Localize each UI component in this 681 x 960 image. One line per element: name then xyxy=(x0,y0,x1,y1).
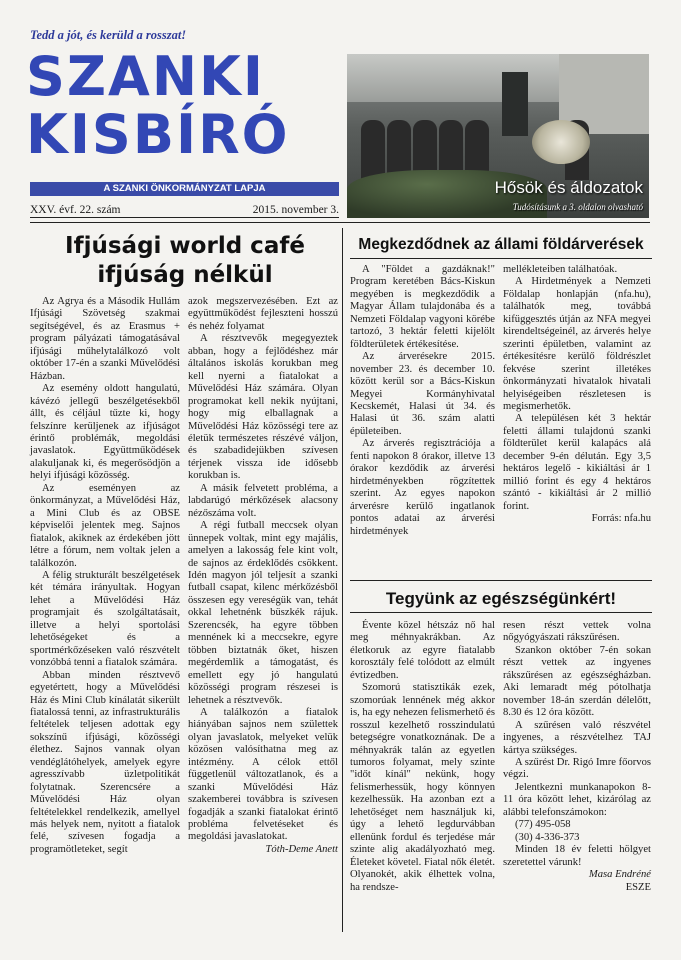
photo-wreath xyxy=(532,120,590,164)
photo-caption-note: Tudósításunk a 3. oldalon olvasható xyxy=(512,202,643,212)
article3-author: Masa Endréné xyxy=(588,869,651,881)
article1-title-line1: Ifjúsági world café xyxy=(65,233,305,259)
article2-title: Megkezdődnek az állami földárverések xyxy=(358,236,644,253)
article1-title-line2: ifjúság nélkül xyxy=(97,262,273,288)
header-divider xyxy=(30,222,650,223)
paragraph: Szankon október 7-én sokan részt vettek az ingyenes rákszűrésen az egészségházban. Aki lemaradt még pótolhatja november 18-án szerdán délelőtt, 8.30 és 12 óra között. xyxy=(503,644,651,719)
paragraph: Az esemény oldott hangulatú, kávézó jellegű beszélgetésekből állt, és céljául tűzte ki, hogy felszínre kerüljenek az ifjúságot érintő problémák, megoldási javaslatok. Együttműködések alakuljanak ki, és megerősödjön a helyi ifjúsági közösség. xyxy=(30,383,180,482)
paragraph: A másik felvetett probléma, a labdarúgó mérkőzések alacsony nézőszáma volt. xyxy=(188,482,338,519)
paragraph: Az árverés regisztrációja a fenti napokon 8 órakor, illetve 13 órakor kezdődik az árverési hirdetményekben rögzítettek szerint. Az egyes napokon árverésre kerülő ingatlanok pontos adatai az árverési hirdetmények xyxy=(350,438,495,537)
photo-door xyxy=(502,72,528,136)
paragraph: A félig strukturált beszélgetések két témára irányultak. Hogyan lehet a Művelődési Ház programjait és szolgáltatásait, illetve a helyi sportolási lehetőségeket és a sportmérkőzéseken való részvételt vonzóbbá tenni a fiatalok számára. xyxy=(30,569,180,669)
paragraph: azok megszervezésében. Ezt az együttműködést fejleszteni hosszú és nehéz folyamat xyxy=(188,296,338,332)
paragraph: Szomorú statisztikák ezek, szomorúak lennének még akkor is, ha egy nehezen felismerhető és rosszul kezelhető rosszindulatú betegségre vonatkoznának. De a méhnyakrák talán az egyetlen tumoros folyamat, mely szinte "időt kínál" nekünk, hogy felismerhessük, hogy könnyen kezelhessük. Ha azonban ezt a lehetőséget nem használjuk ki, úgy a lehető legdurvábban ellenünk fordul és terjedése már szinte alig akadályozható meg. Életeket követel. Fiatal nők életét. Olyanokét, akik élhettek volna, ha rendsze- xyxy=(350,682,495,893)
paragraph: Az Agrya és a Második Hullám Ifjúsági Szövetség szakmai segítségével, és az Erasmus + program pályázati támogatásával ifjúsági műhelytalálkozó volt október 17-én a szanki Művelődési Házban. xyxy=(30,296,180,382)
article3-org: ESZE xyxy=(625,881,651,893)
article1-column2 xyxy=(188,296,338,856)
article3-column2 xyxy=(503,620,651,894)
article3-top-rule xyxy=(350,580,652,581)
article1-author: Tóth-Deme Anett xyxy=(265,843,338,855)
paragraph: A Hirdetmények a Nemzeti Földalap honlapján (nfa.hu), találhatók meg, továbbá kifüggesztés útján az NFA megyei kirendeltségeinél, az árverés helye szerinti épületben, valamint az értékesítésre kerülő földrészlet fekvése szerint illetékes önkormányzati hivatalok hivatali helyiségeiben részletesen is megismerhetők. xyxy=(503,276,651,412)
paragraph: A szűrésen való részvétel ingyenes, a részvételhez TAJ kártya szükséges. xyxy=(503,719,651,756)
article1-column1 xyxy=(30,296,180,856)
paragraph: A "Földet a gazdáknak!" Program keretében Bács-Kiskun megyében is megkezdődik a Magyar Állam tulajdonába és a Nemzeti Földalap vagyoni körébe tartozó, 3 hektár feletti kijelölt földterületek értékesítése. xyxy=(350,264,495,350)
article2-column1 xyxy=(350,264,495,538)
paragraph: A régi futball meccsek olyan ünnepek voltak, mint egy majális, amelyen a lakosság fele kint volt, de sajnos az érdeklődés csökkent. Idén magyon jól teljesít a szanki futball csapat, kilenc mérkőzésből összesen egy vereségük van, tehát okkal lehetnénk büszkék rájuk. Szerencsék, ha egyre többen mennének ki a meccsekre, egyre többen biztatnák őket, hiszen megérdemlik a támogatást, és emellett egy jó hangulatú közösségi program részesei is lehetnek a résztvevők. xyxy=(188,520,338,706)
paragraph: A településen két 3 hektár feletti állami tulajdonú szanki földterület kerül kalapács alá december 9-én délután. Egy 3,5 hektáros legelő - kikiáltási ár 1 millió forint és egy 4 hektáros szántó - kikiáltási ár 2 millió forint. xyxy=(503,413,651,512)
issue-number: XXV. évf. 22. szám xyxy=(30,204,121,216)
column-divider xyxy=(342,228,343,932)
issue-line xyxy=(30,204,339,218)
paragraph: resen részt vettek volna nőgyógyászati rákszűrésen. xyxy=(503,620,651,644)
article2-column2 xyxy=(503,264,651,526)
article3-title-rule xyxy=(350,612,652,613)
article3-column1 xyxy=(350,620,495,894)
paragraph: A szűrést Dr. Rigó Imre főorvos végzi. xyxy=(503,756,651,781)
paragraph: Jelentkezni munkanapokon 8-11 óra között lehet, kizárólag az alábbi telefonszámokon: xyxy=(503,781,651,818)
paragraph: Minden 18 év feletti hölgyet szeretettel várunk! xyxy=(503,844,651,868)
masthead-title-line1: SZANKI xyxy=(26,45,265,108)
masthead-title-line2: KISBÍRÓ xyxy=(26,103,290,166)
paragraph: Évente közel hétszáz nő hal meg méhnyakrákban. Az életkoruk az egyre fiatalabb korosztály felé tolódott az elmúlt évtizedben. xyxy=(350,620,495,681)
issue-date: 2015. november 3. xyxy=(252,204,339,216)
paragraph: A résztvevők megegyeztek abban, hogy a fejlődéshez már általános iskolás korukban meg kell nyerni a fiatalokat a Művelődési Ház számára. Olyan programokat kell nekik nyújtani, hogy míg elballagnak a Művelődési Ház közösségi tere az életük természetes részévé váljon, és szabadidejükben szívesen térjenek vissza ide idősebb korukban is. xyxy=(188,333,338,482)
masthead-subtitle: A SZANKI ÖNKORMÁNYZAT LAPJA xyxy=(30,182,339,196)
article2-title-rule xyxy=(350,258,652,259)
photo-person xyxy=(361,120,385,180)
article3-title: Tegyünk az egészségünkért! xyxy=(385,589,617,608)
article1-title xyxy=(30,232,340,290)
paragraph: mellékleteiben találhatóak. xyxy=(503,264,618,275)
paragraph: Az árverésekre 2015. november 23. és december 10. között kerül sor a Bács-Kiskun Megyei Kormányhivatal Kecskemét, Halasi út 34. és Halasi út 36. szám alatti épületeiben. xyxy=(350,351,495,437)
cover-photo xyxy=(347,54,649,218)
article2-source: Forrás: nfa.hu xyxy=(591,513,651,525)
paragraph: Az eseményen az önkormányzat, a Művelődési Ház, a Mini Club és az OBSE képviselői jelentek meg. Sajnos fiatalok, akiknek az érdekében jött létre a fórum, nem voltak jelen a találkozón. xyxy=(30,482,180,569)
paragraph: A találkozón a fiatalok hiányában sajnos nem születtek olyan javaslatok, melyeket velük közösen valósíthatna meg az intézmény. A célok ettől függetlenül változatlanok, és a szanki Művelődési Ház szakemberei továbbra is szívesen fogadják a szanki fiatalokat érintő probléma felvetéseket és megoldási javaslatokat. xyxy=(188,706,338,843)
motto: Tedd a jót, és kerüld a rosszat! xyxy=(30,28,187,42)
photo-caption: Hősök és áldozatok xyxy=(494,178,643,197)
phone-number: (77) 495-058 xyxy=(515,819,571,831)
paragraph: Abban minden résztvevő egyetértett, hogy a Művelődési Ház és Mini Club kínálatát sikerült fiatalossá tenni, az infrastrukturális feltételek teljesen adottak egy sokszínű ifjúsági, közösségi élethez. Sajnos vannak olyan vendéglátóhelyek, amelyek egyre agresszívabb üzletpolitikát folytatnak. Szerencsére a Művelődési Ház olyan feltételekkel rendelkezik, amellyel más helyek nem, nyitott a fiatalok felé, szívesen fogadja a programötleteket, segít xyxy=(30,669,180,855)
phone-number: (30) 4-336-373 xyxy=(515,831,580,843)
